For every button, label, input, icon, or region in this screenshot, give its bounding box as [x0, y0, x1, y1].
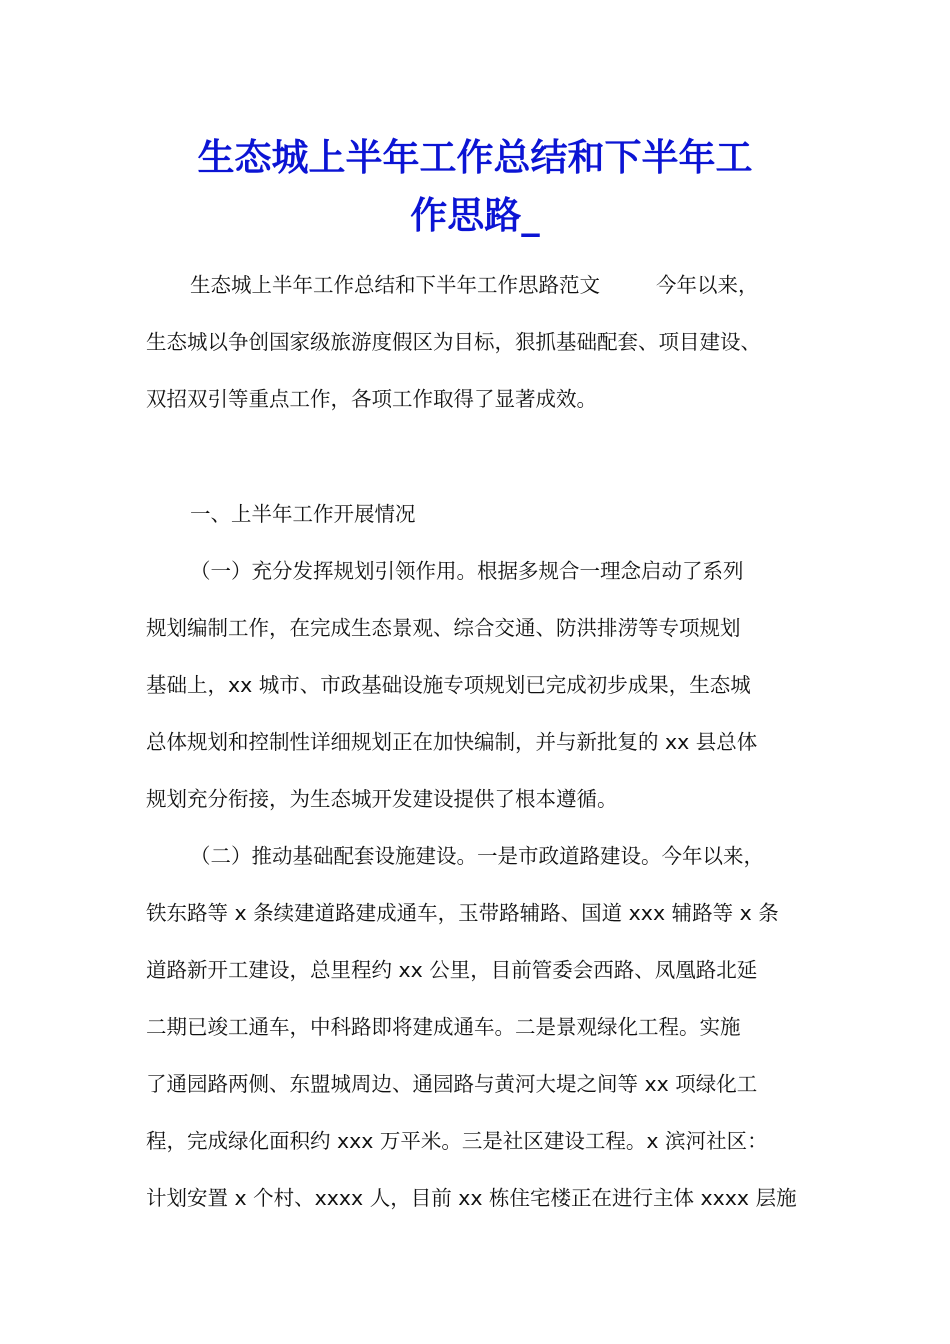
- para2-line: 了通园路两侧、东盟城周边、通园路与黄河大堤之间等 xx 项绿化工: [146, 1072, 758, 1096]
- intro-lead-tail: 今年以来，: [656, 273, 759, 297]
- para1-line: 总体规划和控制性详细规划正在加快编制，并与新批复的 xx 县总体: [146, 730, 758, 754]
- para1-line: 规划编制工作，在完成生态景观、综合交通、防洪排涝等专项规划: [146, 616, 741, 640]
- intro-line-3: 双招双引等重点工作，各项工作取得了显著成效。: [146, 387, 597, 411]
- para1-line: （一）充分发挥规划引领作用。根据多规合一理念启动了系列: [190, 559, 744, 583]
- para2-line: （二）推动基础配套设施建设。一是市政道路建设。今年以来，: [190, 844, 764, 868]
- para2-line: 道路新开工建设，总里程约 xx 公里，目前管委会西路、凤凰路北延: [146, 958, 758, 982]
- para2-line: 铁东路等 x 条续建道路建成通车，玉带路辅路、国道 xxx 辅路等 x 条: [146, 901, 779, 925]
- para2-line: 二期已竣工通车，中科路即将建成通车。二是景观绿化工程。实施: [146, 1015, 741, 1039]
- para2-line: 计划安置 x 个村、xxxx 人，目前 xx 栋住宅楼正在进行主体 xxxx 层施: [146, 1186, 797, 1210]
- section-heading: 一、上半年工作开展情况: [190, 502, 416, 526]
- para1-line: 基础上，xx 城市、市政基础设施专项规划已完成初步成果，生态城: [146, 673, 751, 697]
- para2-line: 程，完成绿化面积约 xxx 万平米。三是社区建设工程。x 滨河社区：: [146, 1129, 768, 1153]
- title-line-1: 生态城上半年工作总结和下半年工: [197, 135, 753, 179]
- document-body: [146, 257, 836, 1227]
- intro-lead: 生态城上半年工作总结和下半年工作思路范文: [190, 273, 600, 297]
- intro-line-1: [146, 257, 836, 314]
- para1-line: 规划充分衔接，为生态城开发建设提供了根本遵循。: [146, 787, 618, 811]
- document-title: [120, 128, 830, 244]
- title-line-2: 作思路_: [410, 193, 540, 237]
- intro-line-2: 生态城以争创国家级旅游度假区为目标，狠抓基础配套、项目建设、: [146, 330, 761, 354]
